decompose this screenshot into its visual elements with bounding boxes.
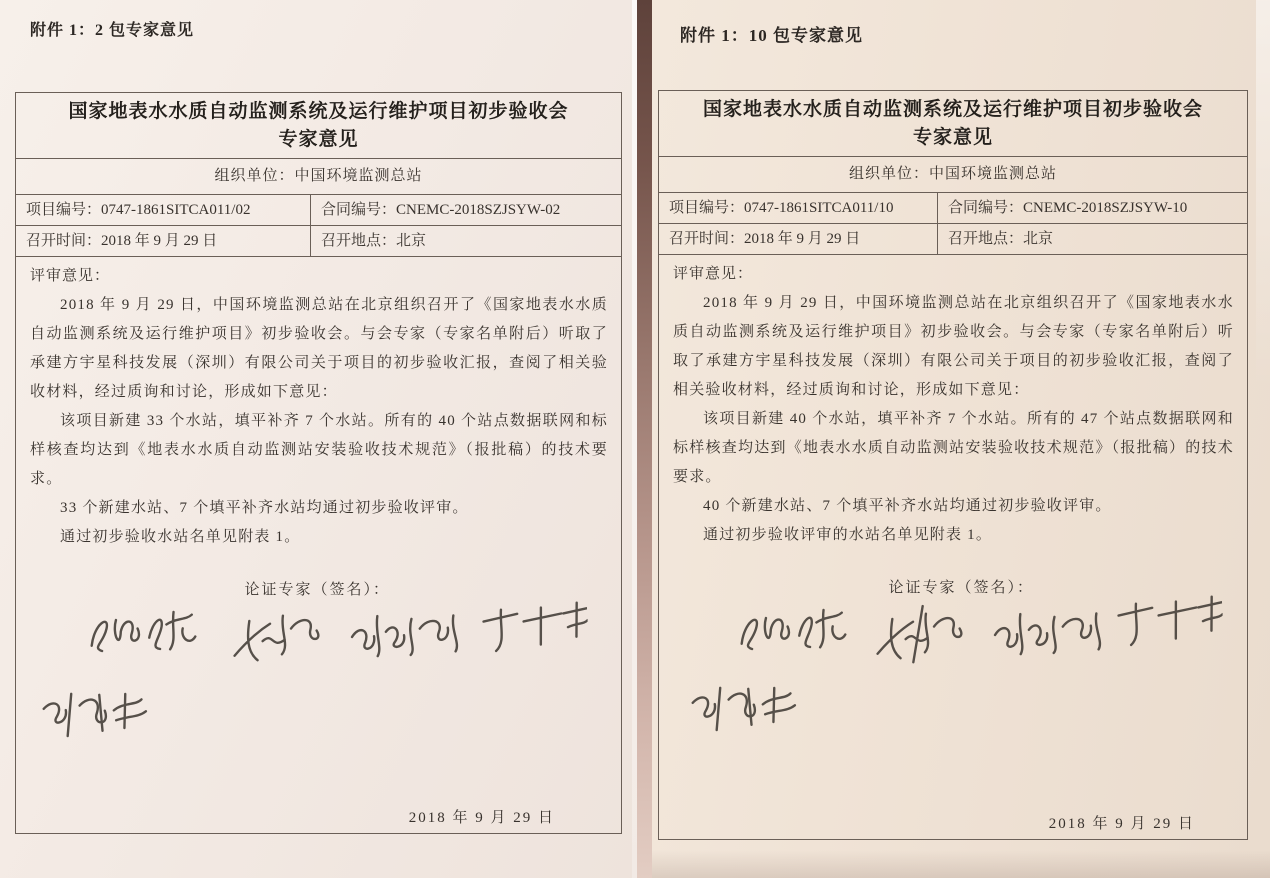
signature-area: [673, 597, 1234, 783]
organizer-label: 组织单位：: [848, 166, 929, 182]
review-opinion-heading: 评审意见：: [30, 268, 111, 284]
project-number-value: 0747-1861SITCA011/10: [744, 200, 894, 216]
review-paragraph-2: 该项目新建 33 个水站，填平补齐 7 个水站。所有的 40 个站点数据联网和标样核查均达到《地表水水质自动监测站安装验收技术规范》（报批稿）的技术要求。: [30, 413, 608, 487]
meeting-place-value: 北京: [1023, 231, 1054, 247]
review-opinion-cell: [16, 257, 621, 833]
signing-date: 2018 年 9 月 29 日: [408, 810, 555, 826]
meeting-time-cell: [659, 224, 938, 254]
meeting-time-cell: [16, 226, 311, 256]
form-title: [16, 93, 621, 159]
attachment-label: 附件 1：2 包专家意见: [30, 22, 195, 39]
handwritten-signature-1: [733, 595, 857, 669]
handwritten-signature-3: [988, 599, 1116, 667]
contract-number-value: CNEMC-2018SZJSYW-02: [396, 202, 561, 218]
review-opinion-cell: [659, 255, 1247, 839]
meeting-info-grid: [659, 193, 1247, 255]
form-title-line-2: 专家意见: [912, 127, 993, 148]
review-paragraph-1: 2018 年 9 月 29 日，中国环境监测总站在北京组织召开了《国家地表水水质自动监测系统及运行维护项目》初步验收会。与会专家（专家名单附后）听取了承建方宇星科技发展（深圳）有限公司关于项目的初步验收汇报，查阅了相关验收材料，经过质询和讨论，形成如下意见：: [30, 297, 608, 400]
signature-area: [30, 599, 608, 785]
page-binding-shadow: [637, 0, 652, 878]
handwritten-signature-4: [477, 596, 590, 662]
meeting-time-value: 2018 年 9 月 29 日: [744, 231, 861, 247]
handwritten-signature-1: [83, 597, 207, 671]
meeting-place-label: 召开地点：: [948, 231, 1024, 247]
review-paragraph-3: 40 个新建水站、7 个填平补齐水站均通过初步验收评审。: [703, 498, 1112, 514]
contract-number-value: CNEMC-2018SZJSYW-10: [1023, 200, 1188, 216]
review-paragraph-4: 通过初步验收评审的水站名单见附表 1。: [703, 527, 993, 543]
meeting-time-label: 召开时间：: [669, 231, 745, 247]
project-number-cell: [16, 195, 311, 226]
project-number-cell: [659, 193, 938, 224]
review-opinion-heading: 评审意见：: [673, 266, 754, 282]
handwritten-signature-4: [1112, 590, 1225, 656]
organizer-row: [659, 157, 1247, 193]
contract-number-label: 合同编号：: [321, 202, 397, 218]
signing-date: 2018 年 9 月 29 日: [1048, 816, 1195, 832]
meeting-time-label: 召开时间：: [26, 233, 102, 249]
organizer-row: [16, 159, 621, 195]
meeting-place-cell: [311, 226, 621, 256]
organizer-value: 中国环境监测总站: [929, 166, 1058, 182]
form-title-line-1: 国家地表水水质自动监测系统及运行维护项目初步验收会: [68, 101, 569, 122]
handwritten-signature-3: [345, 601, 473, 669]
form-title-line-2: 专家意见: [278, 129, 359, 150]
review-paragraph-2: 该项目新建 40 个水站，填平补齐 7 个水站。所有的 47 个站点数据联网和标样核查均达到《地表水水质自动监测站安装验收技术规范》（报批稿）的技术要求。: [673, 411, 1234, 485]
review-paragraph-3: 33 个新建水站、7 个填平补齐水站均通过初步验收评审。: [60, 500, 469, 516]
attachment-label: 附件 1：10 包专家意见: [680, 26, 863, 45]
meeting-place-label: 召开地点：: [321, 233, 397, 249]
form-title: [659, 91, 1247, 157]
expert-signature-label: 论证专家（签名）：: [888, 580, 1034, 596]
contract-number-cell: [938, 193, 1247, 224]
review-paragraph-4: 通过初步验收水站名单见附表 1。: [60, 529, 301, 545]
review-paragraph-1: 2018 年 9 月 29 日，中国环境监测总站在北京组织召开了《国家地表水水质自动监测系统及运行维护项目》初步验收会。与会专家（专家名单附后）听取了承建方宇星科技发展（深圳）有限公司关于项目的初步验收汇报，查阅了相关验收材料，经过质询和讨论，形成如下意见：: [673, 295, 1234, 398]
project-number-value: 0747-1861SITCA011/02: [101, 202, 251, 218]
document-page-package-10: [652, 0, 1270, 878]
meeting-time-value: 2018 年 9 月 29 日: [101, 233, 218, 249]
contract-number-label: 合同编号：: [948, 200, 1024, 216]
handwritten-signature-5: [684, 675, 806, 745]
organizer-value: 中国环境监测总站: [294, 168, 423, 184]
opinion-form-table: [658, 90, 1248, 840]
form-title-line-1: 国家地表水水质自动监测系统及运行维护项目初步验收会: [702, 99, 1203, 120]
meeting-place-value: 北京: [396, 233, 427, 249]
handwritten-signature-5: [35, 681, 157, 751]
meeting-info-grid: [16, 195, 621, 257]
opinion-form-table: [15, 92, 622, 834]
expert-signature-label: 论证专家（签名）：: [244, 582, 390, 598]
handwritten-signature-2: [222, 600, 330, 673]
contract-number-cell: [311, 195, 621, 226]
organizer-label: 组织单位：: [214, 168, 295, 184]
project-number-label: 项目编号：: [669, 200, 745, 216]
handwritten-signature-2: [865, 598, 973, 671]
meeting-place-cell: [938, 224, 1247, 254]
project-number-label: 项目编号：: [26, 202, 102, 218]
